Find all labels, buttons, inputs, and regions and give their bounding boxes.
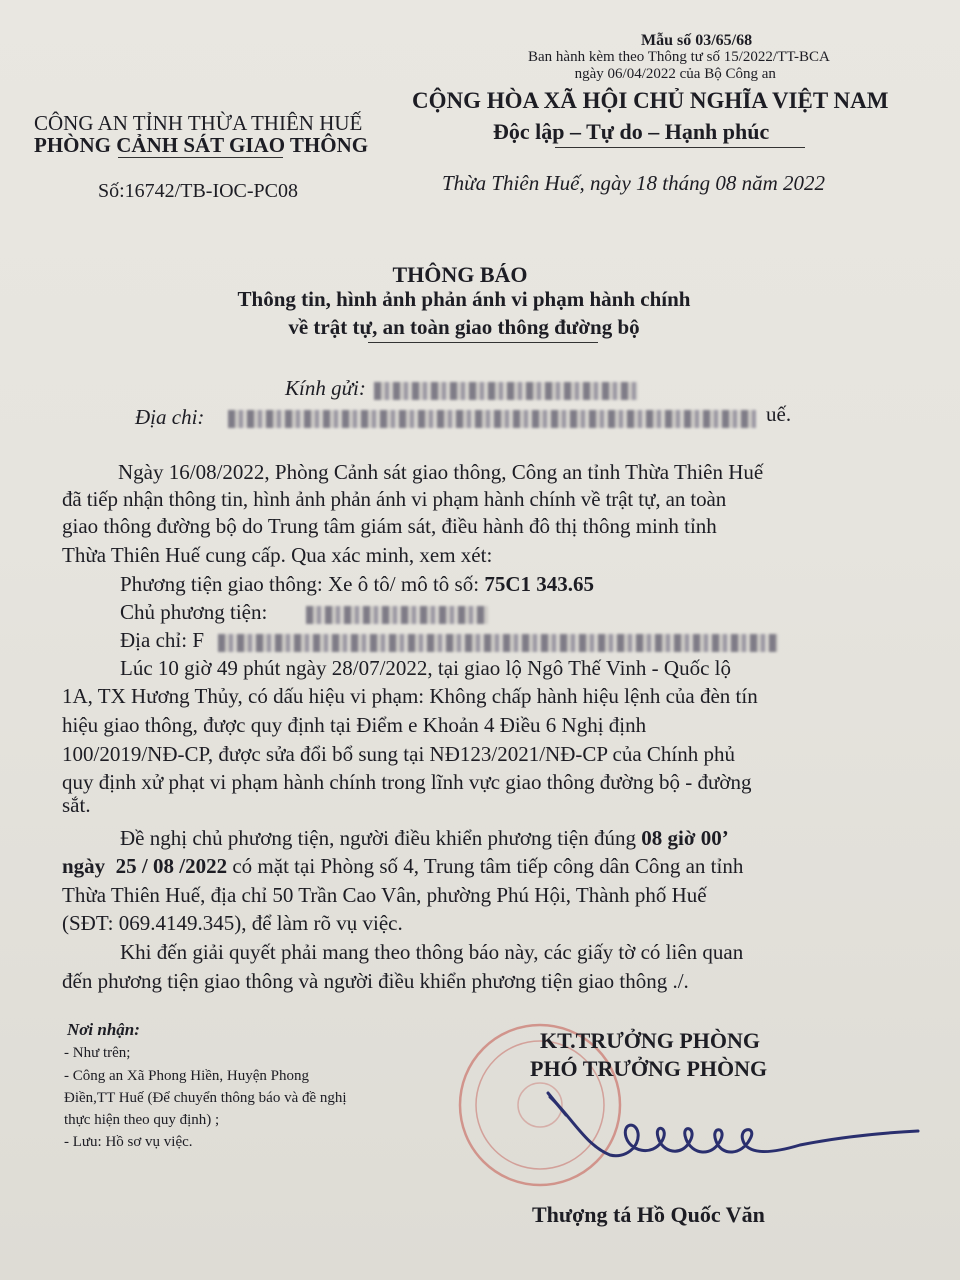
- body-p2-line-3: hiệu giao thông, được quy định tại Điểm e Khoản 4 Điều 6 Nghị định: [62, 713, 647, 737]
- place-date: Thừa Thiên Huế, ngày 18 tháng 08 năm 2022: [442, 171, 826, 195]
- vehicle-line: [120, 572, 594, 597]
- owner-address-label: Địa chỉ:: [120, 628, 188, 652]
- document-number: Số:16742/TB-IOC-PC08: [98, 180, 299, 202]
- document-subtitle-2: về trật tự, an toàn giao thông đường bộ: [288, 315, 640, 339]
- body-p2-line-1: Lúc 10 giờ 49 phút ngày 28/07/2022, tại giao lộ Ngô Thế Vinh - Quốc lộ: [120, 656, 731, 680]
- national-title: CỘNG HÒA XÃ HỘI CHỦ NGHĨA VIỆT NAM: [412, 88, 889, 113]
- dia-chi-label: Địa chi:: [135, 405, 205, 429]
- recipient-item-2c: thực hiện theo quy định) ;: [64, 1112, 220, 1128]
- body-p3-line-3: Thừa Thiên Huế, địa chỉ 50 Trần Cao Vân, phường Phú Hội, Thành phố Huế: [62, 883, 707, 907]
- body-p1-line-2: đã tiếp nhận thông tin, hình ảnh phản ánh vi phạm hành chính về trật tự, an toàn: [62, 487, 727, 511]
- redacted-owner-address: [218, 634, 778, 652]
- owner-address-initial: F: [192, 628, 204, 652]
- appointment-date: ngày 25 / 08 /2022: [62, 854, 228, 878]
- vehicle-plate: 75C1 343.65: [484, 572, 594, 596]
- agency-name-1: CÔNG AN TỈNH THỪA THIÊN HUẾ: [34, 111, 363, 135]
- body-p3-text: Đề nghị chủ phương tiện, người điều khiển phương tiện đúng: [120, 826, 636, 850]
- recipient-address-tail: uế.: [766, 402, 792, 426]
- body-p2-line-5: quy định xử phạt vi phạm hành chính trong lĩnh vực giao thông đường bộ - đường: [62, 770, 752, 794]
- motto: Độc lập – Tự do – Hạnh phúc: [493, 119, 770, 144]
- owner-address-line: [120, 628, 204, 653]
- body-p3-location: có mặt tại Phòng số 4, Trung tâm tiếp công dân Công an tỉnh: [227, 854, 744, 878]
- owner-label: Chủ phương tiện:: [120, 600, 268, 624]
- recipient-item-2a: - Công an Xã Phong Hiền, Huyện Phong: [64, 1068, 309, 1084]
- agency-name-2: PHÒNG CẢNH SÁT GIAO THÔNG: [34, 133, 369, 157]
- form-note: [528, 49, 830, 83]
- form-note-line-1: Ban hành kèm theo Thông tư số 15/2022/TT-BCA: [528, 49, 830, 65]
- signature-title-1: KT.TRƯỞNG PHÒNG: [540, 1028, 760, 1053]
- body-p3-line-4: (SĐT: 069.4149.345), để làm rõ vụ việc.: [62, 911, 403, 935]
- recipients-title: Nơi nhận:: [67, 1020, 140, 1039]
- signature-title-2: PHÓ TRƯỞNG PHÒNG: [530, 1056, 768, 1081]
- body-p2-line-6: sắt.: [62, 793, 91, 817]
- body-p1-line-3: giao thông đường bộ do Trung tâm giám sát, điều hành đô thị thông minh tỉnh: [62, 514, 717, 538]
- body-p2-line-2: 1A, TX Hương Thủy, có dấu hiệu vi phạm: Không chấp hành hiệu lệnh của đèn tín: [62, 684, 758, 708]
- document-title: THÔNG BÁO: [392, 262, 528, 287]
- vehicle-label: Phương tiện giao thông: Xe ô tô/ mô tô số:: [120, 572, 480, 596]
- body-p1-line-4: Thừa Thiên Huế cung cấp. Qua xác minh, xem xét:: [62, 543, 493, 567]
- body-p2-line-4: 100/2019/NĐ-CP, được sửa đổi bổ sung tại NĐ123/2021/NĐ-CP của Chính phủ: [62, 742, 735, 766]
- body-p4-line-1: Khi đến giải quyết phải mang theo thông báo này, các giấy tờ có liên quan: [120, 940, 744, 964]
- recipient-item-2b: Điền,TT Huế (Để chuyển thông báo và đề nghị: [64, 1090, 347, 1106]
- form-note-line-2: ngày 06/04/2022 của Bộ Công an: [574, 66, 776, 82]
- signer-name: Thượng tá Hồ Quốc Văn: [532, 1202, 765, 1227]
- title-underline: [368, 342, 598, 343]
- recipient-item-3: - Lưu: Hồ sơ vụ việc.: [64, 1134, 193, 1150]
- handwritten-signature: [530, 1085, 930, 1175]
- body-p1-line-1: Ngày 16/08/2022, Phòng Cảnh sát giao thông, Công an tỉnh Thừa Thiên Huế: [118, 460, 764, 484]
- body-p3-line-2: [62, 854, 743, 879]
- redacted-recipient-name: [374, 382, 638, 400]
- motto-underline: [555, 147, 805, 148]
- redacted-owner-name: [306, 606, 488, 624]
- redacted-recipient-address: [228, 410, 756, 428]
- recipient-item-1: - Như trên;: [64, 1045, 131, 1061]
- kinh-gui-label: Kính gửi:: [285, 376, 366, 400]
- agency-underline: [118, 157, 283, 158]
- body-p3-line-1: [120, 826, 729, 851]
- form-code: Mẫu số 03/65/68: [641, 32, 753, 49]
- document-subtitle-1: Thông tin, hình ảnh phản ánh vi phạm hành chính: [237, 287, 691, 311]
- body-p4-line-2: đến phương tiện giao thông và người điều khiển phương tiện giao thông ./.: [62, 969, 689, 993]
- appointment-time: 08 giờ 00’: [641, 826, 729, 850]
